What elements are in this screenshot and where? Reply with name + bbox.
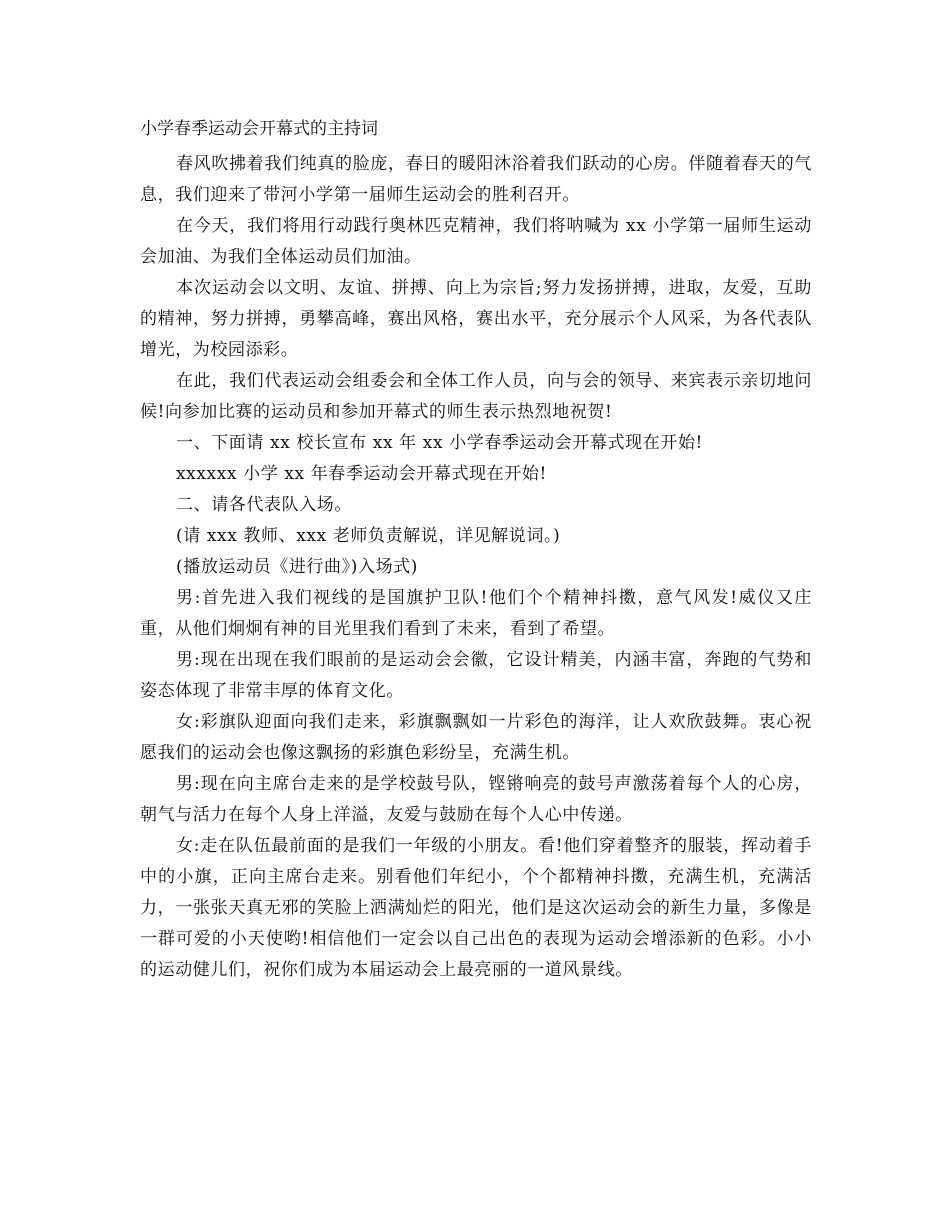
paragraph: 二、请各代表队入场。 <box>176 495 352 515</box>
paragraph: 女:彩旗队迎面向我们走来，彩旗飘飘如一片彩色的海洋，让人欢欣鼓舞。衷心祝愿我们的运动会也像这飘扬的彩旗色彩纷呈，充满生机。 <box>140 712 812 763</box>
paragraph: xxxxxx 小学 xx 年春季运动会开幕式现在开始! <box>176 464 547 484</box>
paragraph: 一、下面请 xx 校长宣布 xx 年 xx 小学春季运动会开幕式现在开始! <box>176 433 703 453</box>
paragraph: 春风吹拂着我们纯真的脸庞，春日的暖阳沐浴着我们跃动的心房。伴随着春天的气息，我们迎来了带河小学第一届师生运动会的胜利召开。 <box>140 154 812 205</box>
paragraph: 在今天，我们将用行动践行奥林匹克精神，我们将呐喊为 xx 小学第一届师生运动会加油、为我们全体运动员们加油。 <box>140 216 812 267</box>
document-body <box>140 114 812 986</box>
paragraph: 男:现在出现在我们眼前的是运动会会徽，它设计精美，内涵丰富，奔跑的气势和姿态体现了非常丰厚的体育文化。 <box>140 650 812 701</box>
paragraph: (请 xxx 教师、xxx 老师负责解说，详见解说词。) <box>176 526 561 546</box>
paragraph: 在此，我们代表运动会组委会和全体工作人员，向与会的领导、来宾表示亲切地问候!向参加比赛的运动员和参加开幕式的师生表示热烈地祝贺! <box>140 371 812 422</box>
paragraph: 男:首先进入我们视线的是国旗护卫队!他们个个精神抖擞，意气风发!威仪又庄重，从他们炯炯有神的目光里我们看到了未来，看到了希望。 <box>140 588 812 639</box>
document-title: 小学春季运动会开幕式的主持词 <box>140 119 378 139</box>
paragraph: 本次运动会以文明、友谊、拼搏、向上为宗旨;努力发扬拼搏，进取，友爱，互助的精神，努力拼搏，勇攀高峰，赛出风格，赛出水平，充分展示个人风采，为各代表队增光，为校园添彩。 <box>140 278 812 360</box>
paragraph: 男:现在向主席台走来的是学校鼓号队，铿锵响亮的鼓号声激荡着每个人的心房，朝气与活力在每个人身上洋溢，友爱与鼓励在每个人心中传递。 <box>140 774 812 825</box>
paragraph: (播放运动员《进行曲》)入场式) <box>176 557 418 577</box>
paragraph: 女:走在队伍最前面的是我们一年级的小朋友。看!他们穿着整齐的服装，挥动着手中的小旗，正向主席台走来。别看他们年纪小，个个都精神抖擞，充满生机，充满活力，一张张天真无邪的笑脸上洒满灿烂的阳光，他们是这次运动会的新生力量，多像是一群可爱的小天使哟!相信他们一定会以自己出色的表现为运动会增添新的色彩。小小的运动健儿们，祝你们成为本届运动会上最亮丽的一道风景线。 <box>140 836 812 980</box>
